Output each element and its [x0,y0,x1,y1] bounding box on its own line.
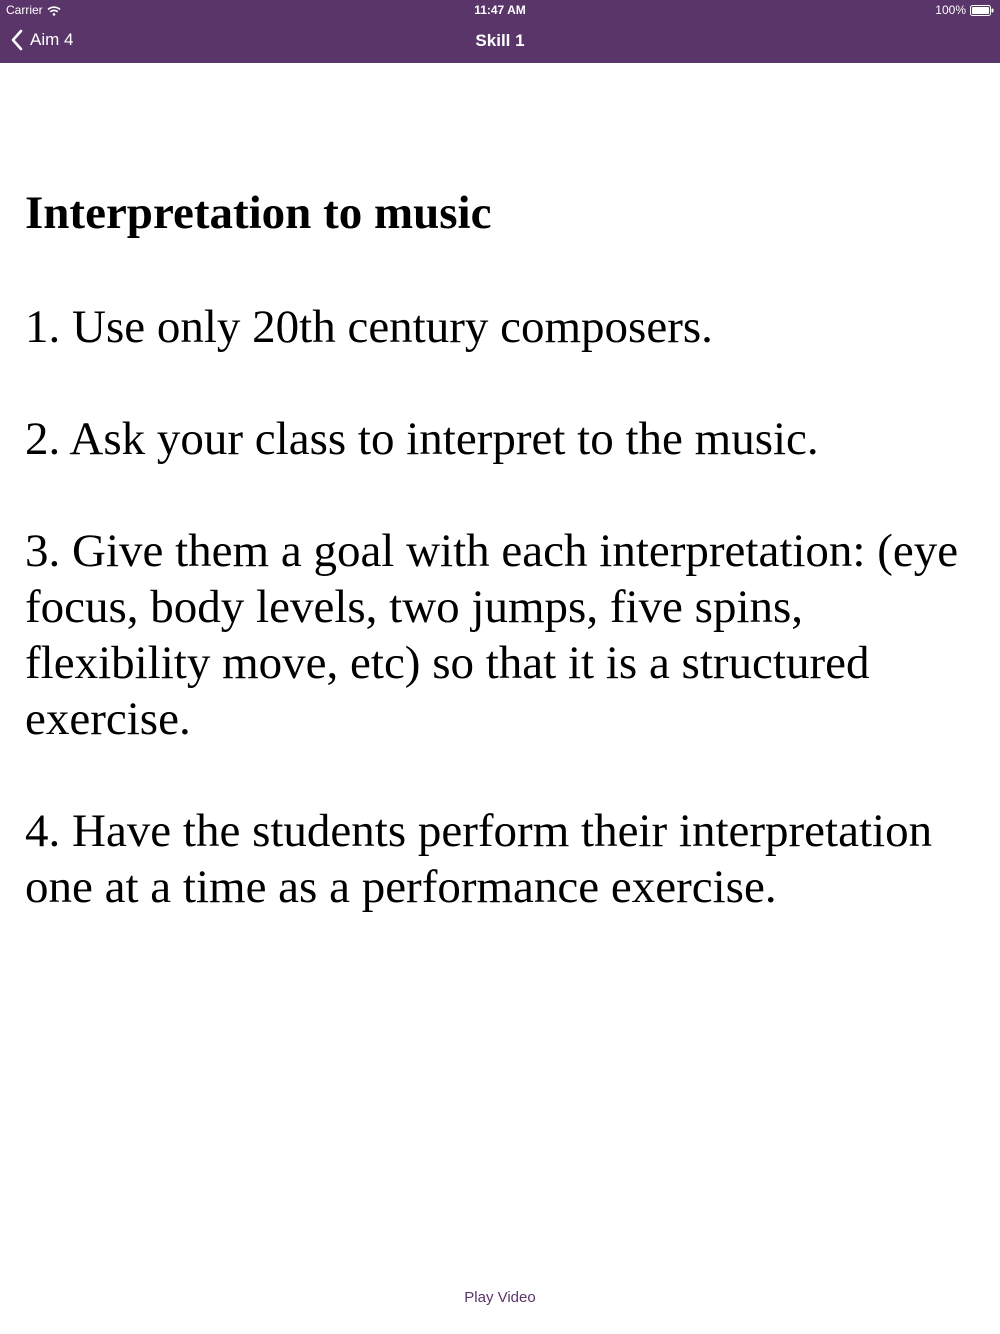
status-right [935,3,994,17]
status-time: 11:47 AM [474,3,526,17]
spacer [25,467,980,523]
top-bar [0,0,1000,63]
instruction-item-4: 4. Have the students perform their interpretation one at a time as a performance exercise. [25,805,933,913]
instruction-item-1: 1. Use only 20th century composers. [25,301,713,353]
status-bar [0,0,1000,20]
spacer [25,355,980,411]
battery-percent: 100% [935,3,966,17]
skill-content [25,183,980,915]
spacer [25,747,980,803]
page-title: Skill 1 [475,31,525,50]
play-video-button[interactable]: Play Video [464,1289,536,1306]
back-button-label: Aim 4 [30,30,74,49]
instruction-item-3: 3. Give them a goal with each interpretation: (eye focus, body levels, two jumps, five spins, flexibility move, etc) so that it is a structured exercise. [25,525,959,745]
carrier-label: Carrier [6,3,43,17]
instruction-item-2: 2. Ask your class to interpret to the music. [25,413,819,465]
skill-heading: Interpretation to music [25,187,492,239]
battery-icon [970,5,994,16]
spacer [25,243,980,299]
navigation-bar [0,20,1000,63]
